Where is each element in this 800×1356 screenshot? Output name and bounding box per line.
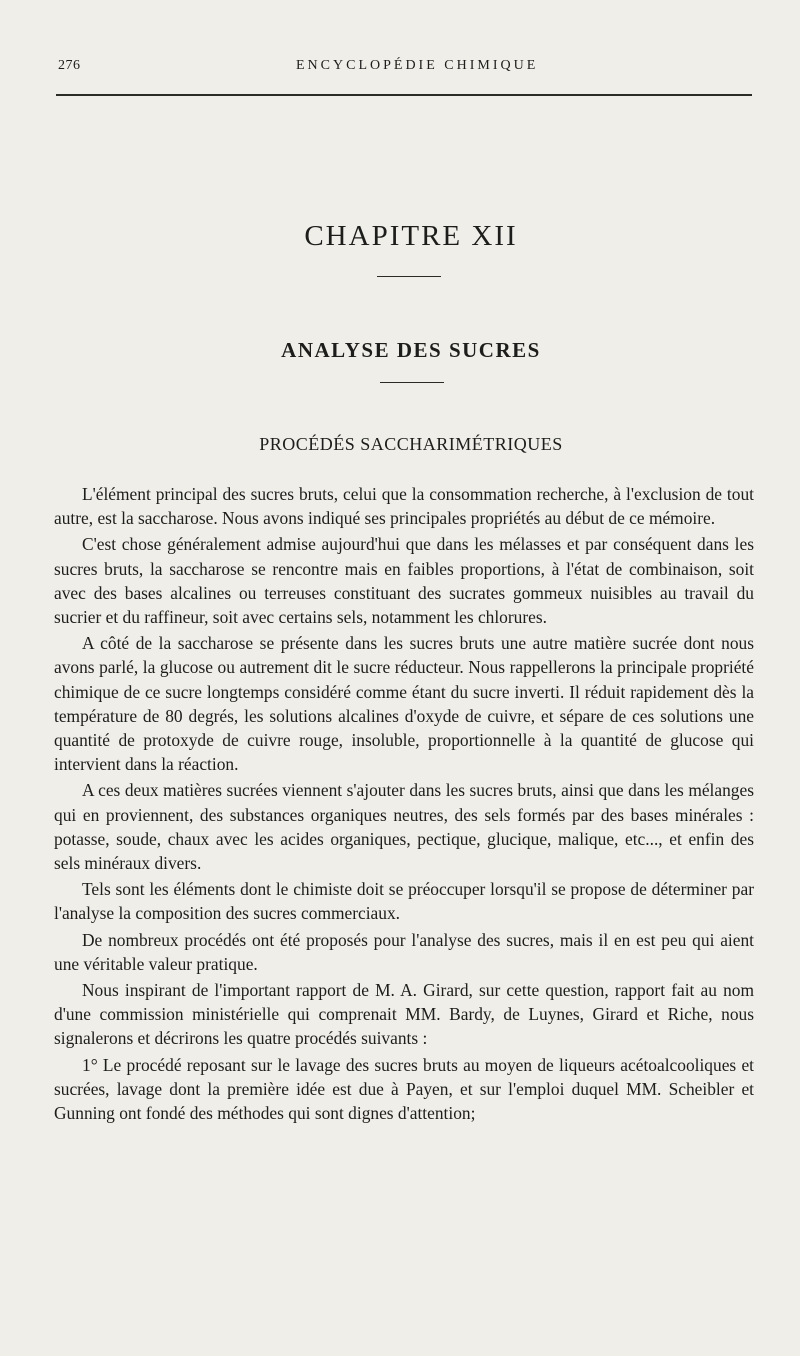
paragraph: De nombreux procédés ont été proposés pour l'analyse des sucres, mais il en est peu qui aient une véritable valeur pratique. bbox=[54, 929, 754, 974]
chapter-title: CHAPITRE XII bbox=[304, 220, 518, 252]
paragraph: 1° Le procédé reposant sur le lavage des sucres bruts au moyen de liqueurs acétoalcooliques et sucrées, lavage dont la première idée est due à Payen, et sur l'emploi duquel MM. Scheibler et Gunning ont fondé des méthodes qui sont dignes d'attention; bbox=[54, 1054, 754, 1124]
header-divider bbox=[56, 94, 752, 96]
page-number: 276 bbox=[58, 58, 81, 73]
body-text bbox=[54, 482, 754, 1127]
paragraph: L'élément principal des sucres bruts, celui que la consommation recherche, à l'exclusion de tout autre, est la saccharose. Nous avons indiqué ses principales propriétés au début de ce mémoire. bbox=[54, 484, 754, 529]
page-header bbox=[58, 58, 758, 80]
paragraph: Nous inspirant de l'important rapport de M. A. Girard, sur cette question, rapport fait au nom d'une commission ministérielle qui comprenait MM. Bardy, de Luynes, Girard et Riche, nous signalerons et décrirons les quatre procédés suivants : bbox=[54, 980, 754, 1049]
paragraph: A ces deux matières sucrées viennent s'ajouter dans les sucres bruts, ainsi que dans les mélanges qui en proviennent, des substances organiques neutres, des sels formés par des bases minérales : potasse, soude, chaux avec les acides organiques, pectique, glucique, malique, etc..., et enfin des sels minéraux divers. bbox=[54, 780, 754, 874]
subsection-title: PROCÉDÉS SACCHARIMÉTRIQUES bbox=[259, 434, 563, 454]
paragraph: Tels sont les éléments dont le chimiste doit se préoccuper lorsqu'il se propose de déterminer par l'analyse la composition des sucres commerciaux. bbox=[54, 879, 754, 924]
running-head: ENCYCLOPÉDIE CHIMIQUE bbox=[296, 58, 539, 73]
section-title: ANALYSE DES SUCRES bbox=[281, 338, 541, 362]
section-divider bbox=[380, 382, 444, 383]
chapter-divider bbox=[377, 276, 441, 277]
paragraph: A côté de la saccharose se présente dans les sucres bruts une autre matière sucrée dont nous avons parlé, la glucose ou autrement dit le sucre réducteur. Nous rappellerons la principale propriété chimique de ce sucre longtemps considéré comme étant du sucre inverti. Il réduit rapidement dès la température de 80 degrés, les solutions alcalines d'oxyde de cuivre, et sépare de ces solutions une quantité de protoxyde de cuivre rouge, insoluble, proportionnelle à la quantité de glucose qui intervient dans la réaction. bbox=[54, 633, 754, 775]
paragraph: C'est chose généralement admise aujourd'hui que dans les mélasses et par conséquent dans les sucres bruts, la saccharose se rencontre mais en faibles proportions, à l'état de combinaison, soit avec des bases alcalines ou terreuses constituant des sucrates gommeux nuisibles au travail du sucrier et du raffineur, soit avec certains sels, notamment les chlorures. bbox=[54, 534, 754, 628]
